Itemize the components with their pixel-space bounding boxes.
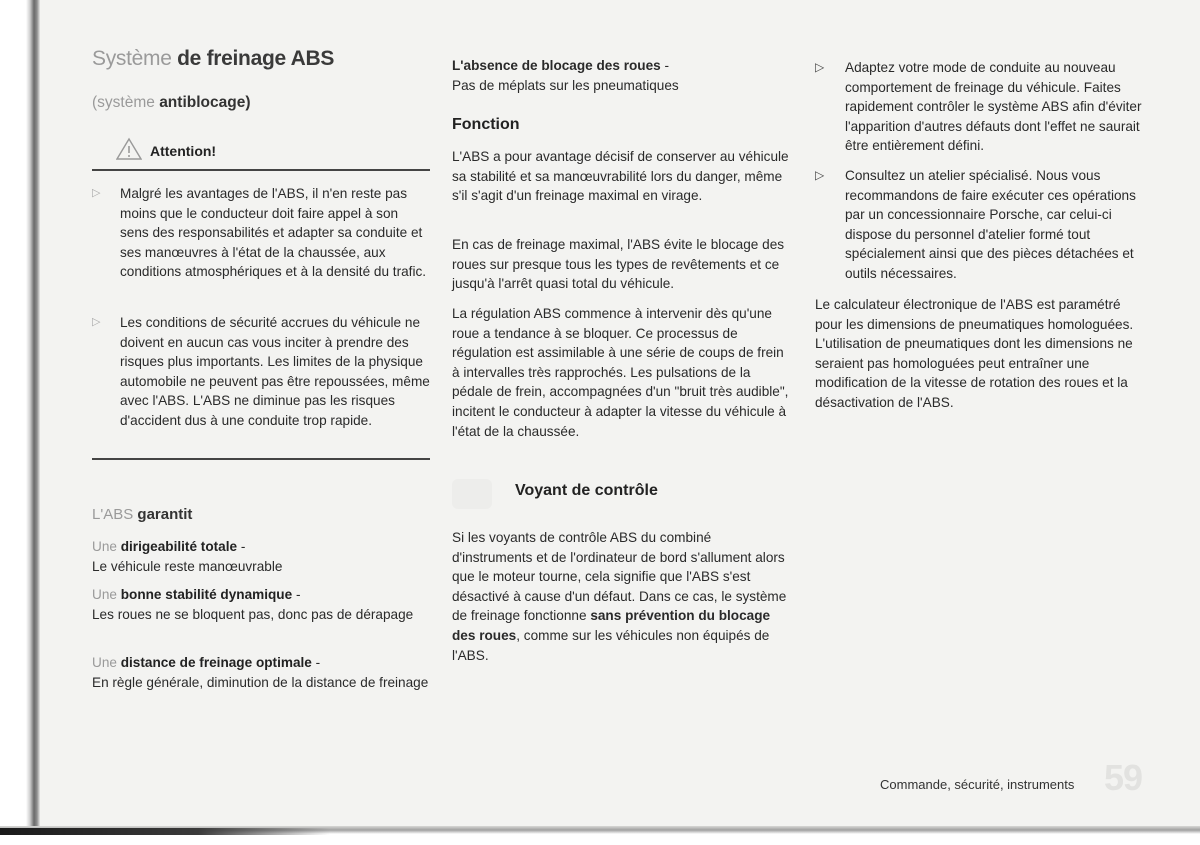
guarantee-dash: - [292,587,301,602]
guarantees-title [92,506,192,523]
voyant-paragraph [452,528,792,665]
warning-item [92,184,430,282]
guarantee-lead: Une [92,539,117,554]
warning-bottom-rule [92,458,430,460]
voyant-text-bold: sans prévention du blocage des roues [452,608,771,643]
footer-section-title: Commande, sécurité, instruments [880,777,1075,792]
page-title-bold: de freinage ABS [177,47,335,70]
guarantee-desc: En règle générale, diminution de la distance de freinage [92,674,429,690]
guarantee-item [92,653,430,692]
guarantee-desc: Le véhicule reste manœuvrable [92,558,283,574]
page-title-faded: Système [92,47,172,70]
warning-lamp-icon [452,479,492,509]
guarantee-lead: Une [92,587,117,602]
calc-paragraph: Le calculateur électronique de l'ABS est paramétré pour les dimensions de pneumatiques homologuées. L'utilisation de pneumatiques dont les dimensions ne seraient pas homologuées peut entraîner une modification de la vitesse de rotation des roues et la désactivation de l'ABS. [815,297,1134,410]
triangle-bullet-icon: ▷ [815,168,825,182]
action-bullet-text: Adaptez votre mode de conduite au nouveau comportement de freinage du véhicule. Faites rapidement contrôler le système ABS afin d'éviter l'apparition d'autres défauts dont l'effet ne saurait être entièrement défini. [845,60,1142,154]
voyant-heading: Voyant de contrôle [515,482,658,499]
book-spine [0,0,40,845]
no-lock-term: L'absence de blocage des roues [452,58,661,73]
page-subtitle-bold: antiblocage) [159,94,251,111]
warning-item [92,313,430,430]
action-bullet-text: Consultez un atelier spécialisé. Nous vous recommandons de faire exécuter ces opérations par un concessionnaire Porsche, car celui-ci dispose du personnel d'atelier formé tout spécialement ainsi que des pièces détachées et outils nécessaires. [845,168,1136,281]
voyant-text-after: , comme sur les véhicules non équipés de l'ABS. [452,627,770,663]
page-number: 59 [1104,757,1143,798]
triangle-bullet-icon: ▷ [815,60,825,74]
guarantee-term: dirigeabilité totale [120,539,238,554]
warning-item-text: Malgré les avantages de l'ABS, il n'en reste pas moins que le conducteur doit faire appel à son sens des responsabilités et adapter sa conduite et ses manœuvres à l'état de la chaussée, aux conditions atmosphériques et à la densité du trafic. [120,186,427,279]
warning-title: Attention! [150,143,217,159]
page-title [92,47,334,71]
guarantee-lead: Une [92,655,117,670]
page-bottom-shadow [0,828,330,835]
warning-header [92,137,430,171]
warning-triangle-icon [116,137,142,161]
no-lock-desc: Pas de méplats sur les pneumatiques [452,77,679,93]
triangle-bullet-icon: ▷ [92,187,101,199]
guarantees-title-faded: L'ABS [92,506,134,523]
page-subtitle-faded: (système [92,94,155,111]
fonction-paragraph: L'ABS a pour avantage décisif de conserver au véhicule sa stabilité et sa manœuvrabilité lors du danger, même s'il s'agit d'un freinage maximal en virage. [452,149,789,204]
guarantee-item [92,585,430,624]
page-subtitle [92,94,250,112]
fonction-heading: Fonction [452,116,520,133]
guarantee-dash: - [311,655,321,670]
guarantee-term: bonne stabilité dynamique [120,587,293,602]
no-lock-dash: - [660,58,670,73]
fonction-paragraph: En cas de freinage maximal, l'ABS évite le blocage des roues sur presque tous les types de revêtements et ce jusqu'à l'arrêt quasi total du véhicule. [452,237,785,292]
fonction-paragraph: La régulation ABS commence à intervenir dès qu'une roue a tendance à se bloquer. Ce processus de régulation est assimilable à une série de coups de frein à intervalles très rapprochés. Les pulsations de la pédale de frein, accompagnées d'un "bruit très audible", incitent le conducteur à adapter la vitesse du véhicule à l'état de la chaussée. [452,306,789,439]
triangle-bullet-icon: ▷ [92,316,101,328]
voyant-text-before: Si les voyants de contrôle ABS du combiné d'instruments et de l'ordinateur de bord s'allument alors que le moteur tourne, cela signifie que l'ABS s'est désactivé à cause d'un défaut. Dans ce cas, le système de freinage fonctionne [452,530,787,624]
no-lock-item [452,56,792,95]
guarantee-term: distance de freinage optimale [120,655,312,670]
guarantee-desc: Les roues ne se bloquent pas, donc pas de dérapage [92,606,414,622]
guarantee-item [92,537,430,576]
warning-item-text: Les conditions de sécurité accrues du véhicule ne doivent en aucun cas vous inciter à prendre des risques plus importants. Les limites de la physique automobile ne peuvent pas être repoussées, même avec l'ABS. L'ABS ne diminue pas les risques d'accident dus à une conduite trop rapide. [120,315,430,428]
guarantees-title-bold: garantit [137,506,193,523]
guarantee-dash: - [237,539,246,554]
